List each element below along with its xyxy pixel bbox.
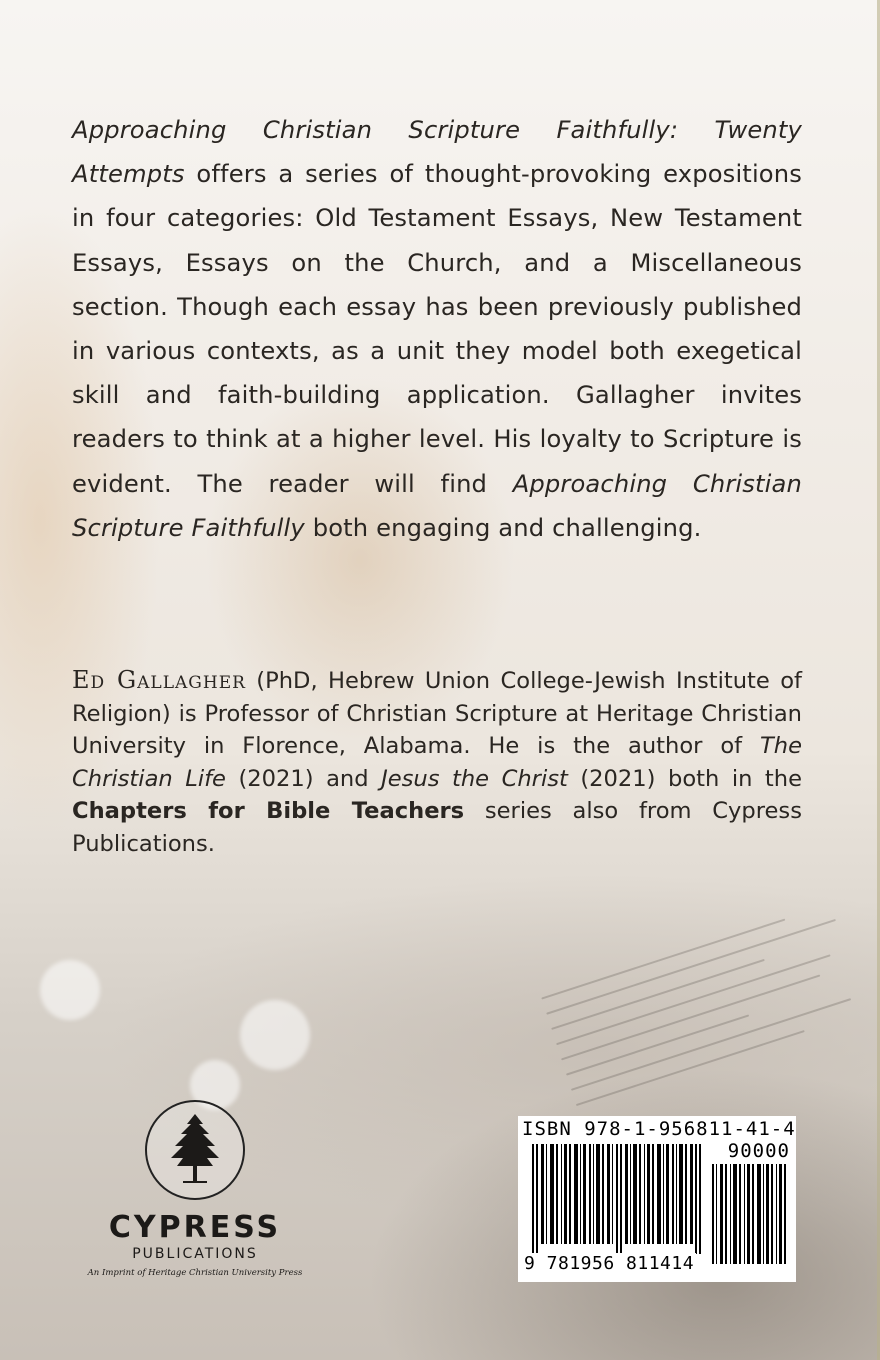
bio-text: (2021) both in the [567, 765, 802, 792]
book-title: Approaching Christian Scripture Faithfully: Twenty Attempts [72, 116, 802, 189]
background-bokeh [240, 1000, 310, 1070]
publisher-imprint: An Imprint of Heritage Christian University Press [87, 1268, 303, 1278]
other-book-title: The Christian Life [72, 733, 802, 792]
book-title-short: Approaching Christian Scripture Faithfully [72, 469, 803, 542]
description-text-end: both engaging and challenging. [304, 513, 702, 542]
author-name: Ed Gallagher [72, 666, 246, 694]
price-barcode-bars [712, 1164, 788, 1264]
bio-text: series also from Cypress Publications. [72, 798, 802, 857]
author-bio [72, 664, 802, 860]
ean-digits: 9 781956 811414 [524, 1253, 695, 1274]
book-description [72, 108, 802, 550]
price-code: 90000 [727, 1140, 790, 1162]
publisher-subtitle: PUBLICATIONS [132, 1246, 258, 1262]
isbn-barcode [518, 1116, 796, 1282]
description-text: offers a series of thought-provoking expositions in four categories: Old Testament Essays, New Testament Essays, Essays on the Church, and a Miscellaneous section. Though each essay has been previously published in various contexts, as a unit they model both exegetical skill and faith-building application. Gallagher invites readers to think at a higher level. His loyalty to Scripture is evident. The reader will find [72, 160, 802, 498]
background-bokeh [40, 960, 100, 1020]
bio-text: (2021) and [225, 765, 382, 792]
other-book-title: Jesus the Christ [381, 765, 568, 792]
isbn-label: ISBN 978-1-956811-41-4 [522, 1118, 796, 1140]
ean-barcode-bars [532, 1144, 704, 1254]
series-name: Chapters for Bible Teachers [72, 798, 465, 824]
cypress-tree-icon [147, 1102, 243, 1198]
bio-text: (PhD, Hebrew Union College-Jewish Institute of Religion) is Professor of Christian Scripture at Heritage Christian University in Florence, Alabama. He is the author of [72, 668, 802, 759]
publisher-name: CYPRESS [108, 1210, 282, 1245]
publisher-emblem [145, 1100, 245, 1200]
publisher-logo [70, 1100, 320, 1278]
